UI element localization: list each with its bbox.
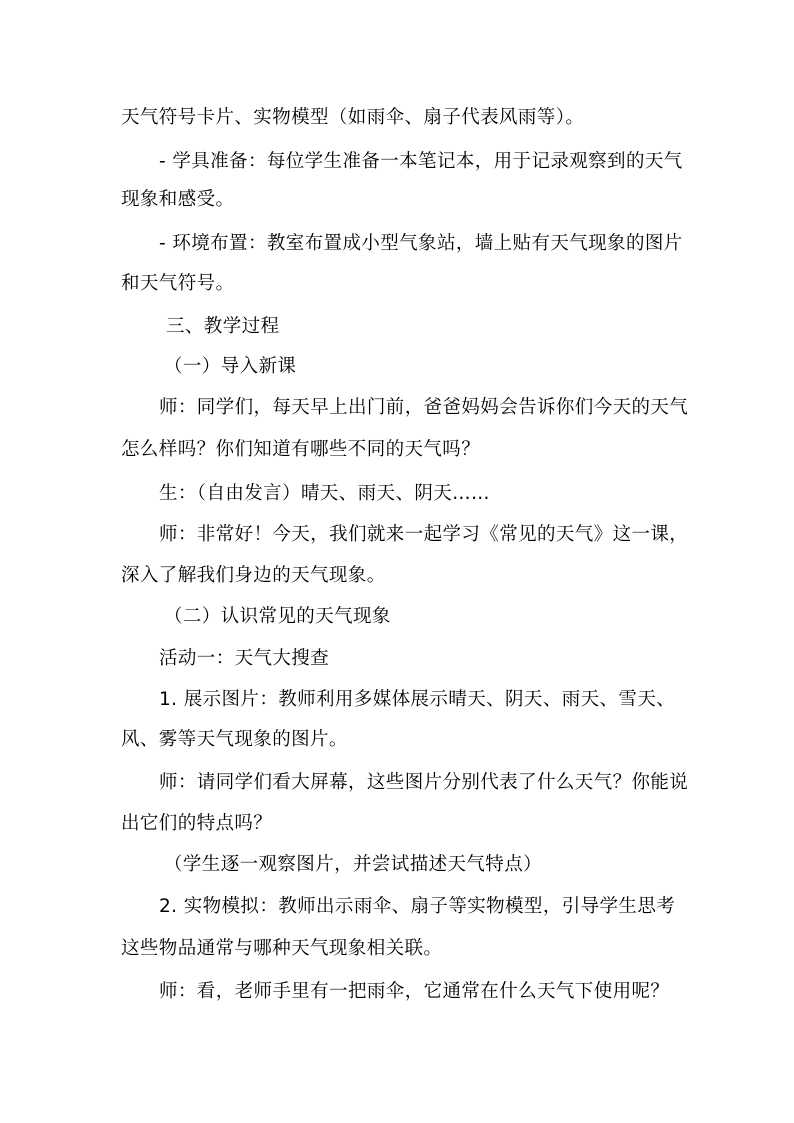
text-line: 师：同学们，每天早上出门前，爸爸妈妈会告诉你们今天的天气: [159, 397, 689, 418]
text-line: 这些物品通常与哪种天气现象相关联。: [121, 938, 443, 959]
text-line: 师：看，老师手里有一把雨伞，它通常在什么天气下使用呢？: [159, 981, 670, 1002]
text-line: 师：非常好！今天，我们就来一起学习《常见的天气》这一课，: [159, 524, 689, 545]
text-line: （学生逐一观察图片，并尝试描述天气特点）: [164, 854, 543, 875]
text-line: 出它们的特点吗？: [121, 813, 273, 834]
text-line: 师：请同学们看大屏幕，这些图片分别代表了什么天气？你能说: [159, 772, 689, 793]
text-line: 风、雾等天气现象的图片。: [121, 729, 348, 750]
text-line: - 学具准备：每位学生准备一本笔记本，用于记录观察到的天气: [159, 151, 683, 172]
section-heading: 三、教学过程: [166, 316, 280, 337]
text-line: 生：（自由发言）晴天、雨天、阴天……: [159, 483, 490, 504]
subsection-heading: （一）导入新课: [164, 356, 297, 377]
text-line: - 环境布置：教室布置成小型气象站，墙上贴有天气现象的图片: [159, 233, 683, 254]
text-line: 怎么样吗？你们知道有哪些不同的天气吗？: [121, 439, 481, 460]
text-line: 和天气符号。: [121, 273, 235, 294]
text-line: 现象和感受。: [121, 189, 235, 210]
text-line: 2. 实物模拟：教师出示雨伞、扇子等实物模型，引导学生思考: [159, 896, 676, 917]
activity-heading: 活动一：天气大搜查: [159, 648, 330, 669]
text-line: 天气符号卡片、实物模型（如雨伞、扇子代表风雨等）。: [121, 107, 585, 128]
text-line: 深入了解我们身边的天气现象。: [121, 565, 386, 586]
text-line: 1. 展示图片：教师利用多媒体展示晴天、阴天、雨天、雪天、: [159, 689, 676, 710]
subsection-heading: （二）认识常见的天气现象: [164, 606, 391, 627]
